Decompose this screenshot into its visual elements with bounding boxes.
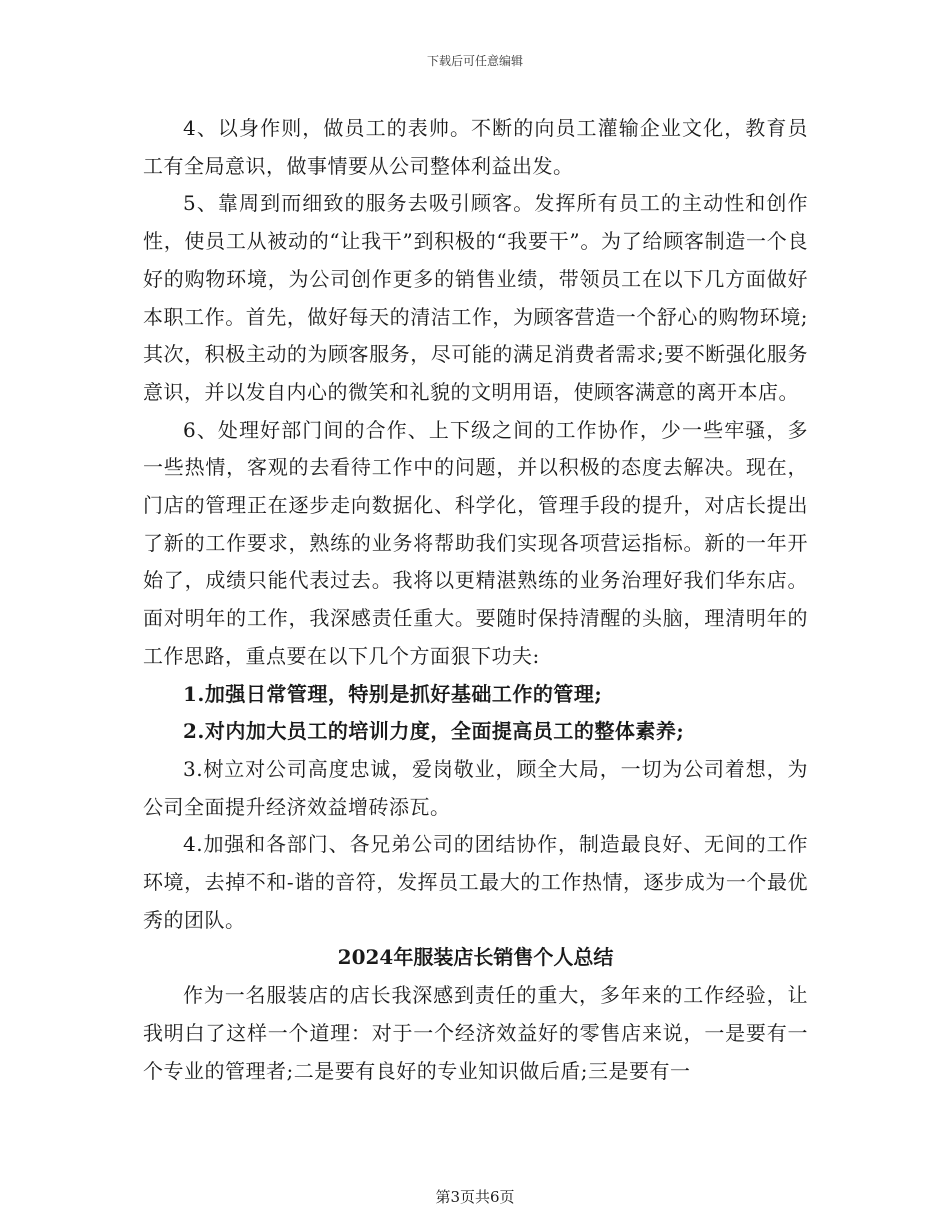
paragraph-item-5: 5、靠周到而细致的服务去吸引顾客。发挥所有员工的主动性和创作性，使员工从被动的“让我干”到积极的“我要干”。为了给顾客制造一个良好的购物环境，为公司创作更多的销售业绩，带领员工在以下几方面做好本职工作。首先，做好每天的清洁工作，为顾客营造一个舒心的购物环境;其次，积极主动的为顾客服务，尽可能的满足消费者需求;要不断强化服务意识，并以发自内心的微笑和礼貌的文明用语，使顾客满意的离开本店。 bbox=[143, 191, 808, 404]
paragraph-item-4: 4、以身作则，做员工的表帅。不断的向员工灌输企业文化，教育员工有全局意识，做事情要从公司整体利益出发。 bbox=[143, 116, 808, 178]
page-header: 下载后可任意编辑 bbox=[426, 54, 523, 68]
section-paragraph-1: 作为一名服装店的店长我深感到责任的重大，多年来的工作经验，让我明白了这样一个道理：对于一个经济效益好的零售店来说，一是要有一个专业的管理者;二是要有良好的专业知识做后盾;三是要有一 bbox=[143, 983, 808, 1083]
document-body bbox=[143, 110, 808, 1090]
point-4: 4.加强和各部门、各兄弟公司的团结协作，制造最良好、无间的工作环境，去掉不和-谐的音符，发挥员工最大的工作热情，逐步成为一个最优秀的团队。 bbox=[143, 832, 808, 932]
point-2-bold: 2.对内加大员工的培训力度，全面提高员工的整体素养; bbox=[183, 719, 685, 744]
point-3: 3.树立对公司高度忠诚，爱岗敬业，顾全大局，一切为公司着想，为公司全面提升经济效益增砖添瓦。 bbox=[143, 756, 808, 819]
page-footer: 第3页共6页 bbox=[435, 1188, 515, 1206]
point-1-bold: 1.加强日常管理，特别是抓好基础工作的管理; bbox=[183, 681, 603, 706]
paragraph-item-6: 6、处理好部门间的合作、上下级之间的工作协作，少一些牢骚，多一些热情，客观的去看待工作中的问题，并以积极的态度去解决。现在，门店的管理正在逐步走向数据化、科学化，管理手段的提升，对店长提出了新的工作要求，熟练的业务将帮助我们实现各项营运指标。新的一年开始了，成绩只能代表过去。我将以更精湛熟练的业务治理好我们华东店。面对明年的工作，我深感责任重大。要随时保持清醒的头脑，理清明年的工作思路，重点要在以下几个方面狠下功夫: bbox=[143, 417, 808, 668]
section-title: 2024年服装店长销售个人总结 bbox=[337, 945, 614, 970]
